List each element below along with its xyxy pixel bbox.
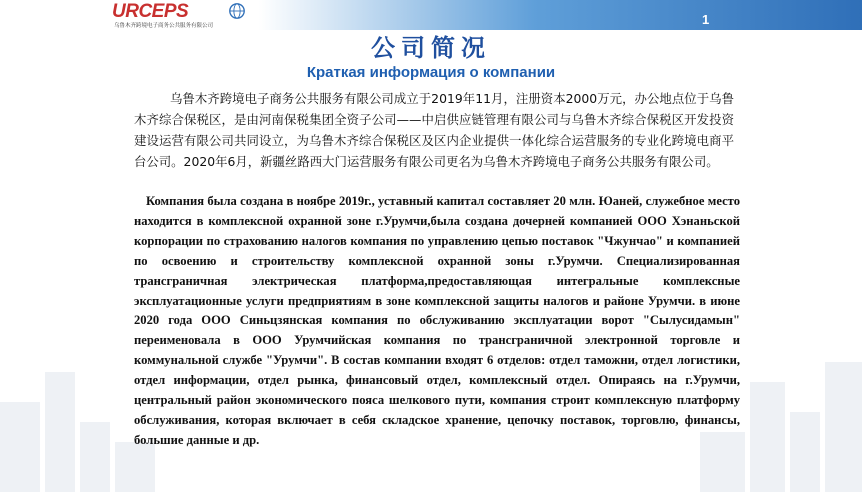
paragraph-chinese: 乌鲁木齐跨境电子商务公共服务有限公司成立于2019年11月，注册资本2000万元，办公地点位于乌鲁木齐综合保税区，是由河南保税集团全资子公司——中启供应链管理有限公司与乌鲁木齐综合保税区开发投资建设运营有限公司共同设立，为乌鲁木齐综合保税区及区内企业提供一体化综合运营服务的专业化跨境电商平台公司。2020年6月，新疆丝路西大门运营服务有限公司更名为乌鲁木齐跨境电子商务公共服务有限公司。 (134, 91, 734, 169)
company-logo (112, 2, 248, 28)
globe-icon (228, 2, 246, 20)
page-number: 1 (702, 12, 710, 27)
logo-wordmark: URCEPS (112, 1, 189, 22)
logo-subtitle: 乌鲁木齐跨境电子商务公共服务有限公司 (114, 23, 214, 29)
slide-title-russian: Краткая информация о компании (306, 64, 556, 81)
slide-title-chinese: 公司简况 (371, 34, 491, 62)
paragraph-russian: Компания была создана в ноябре 2019г., уставный капитал составляет 20 млн. Юаней, служебное место находится в комплексной охранной зоне г.Урумчи,была создана дочерней компанией ООО Хэнаньской корпорации по страхованию налогов компания по управлению цепью поставок "Чжунчао" и компанией по освоению и строительству комплексной охранной зоны г.Урумчи. Специализированная трансграничная электрическая платформа,предоставляющая интегральные комплексные эксплуатационные услуги предприятиям в зоне комплексной защиты налогов и районе Урумчи. в июне 2020 года ООО Синьцзянская компания по обслуживанию эксплуатации ворот "Сылусидамын" переименовала в ООО Урумчийская компания по трансграничной электронной торговле и коммунальной службе "Урумчи". В состав компании входят 6 отделов: отдел таможни, отдел логистики, отдел информации, отдел рынка, финансовый отдел, комплексный отдел. Опираясь на г.Урумчи, центральный район экономического пояса шелкового пути, компания строит комплексную платформу обслуживания, которая включает в себя складское хранение, цепочку поставок, торговлю, финансы, большие данные и др. (134, 194, 740, 447)
